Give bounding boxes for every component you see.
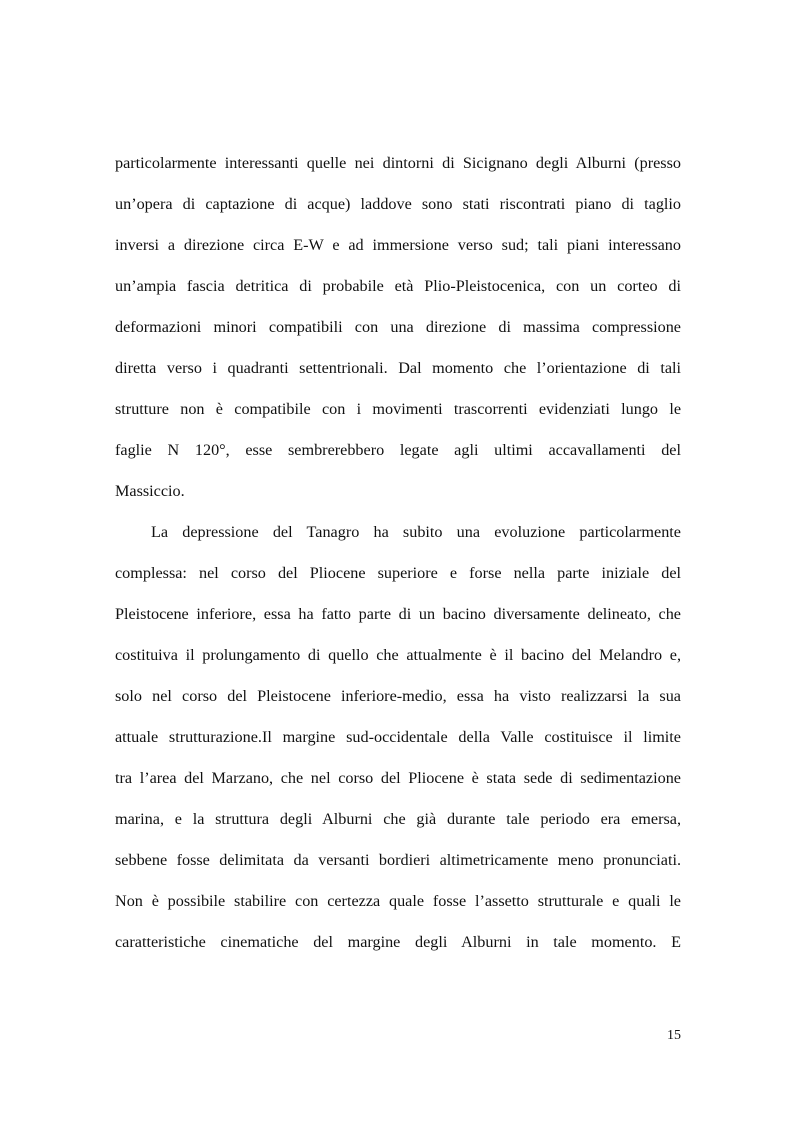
text-line: un’ampia fascia detritica di probabile età Plio-Pleistocenica, con un corteo di [115, 277, 681, 295]
text-line: tra l’area del Marzano, che nel corso del Pliocene è stata sede di sedimentazione [115, 769, 681, 787]
text-line: deformazioni minori compatibili con una direzione di massima compressione [115, 318, 681, 336]
text-line: faglie N 120°, esse sembrerebbero legate agli ultimi accavallamenti del [115, 441, 681, 459]
text-line: sebbene fosse delimitata da versanti bordieri altimetricamente meno pronunciati. [115, 851, 681, 869]
paragraph-end-line: Massiccio. [115, 482, 185, 500]
text-line: diretta verso i quadranti settentrionali. Dal momento che l’orientazione di tali [115, 359, 681, 377]
text-line: un’opera di captazione di acque) laddove sono stati riscontrati piano di taglio [115, 195, 681, 213]
paragraph-start-line: La depressione del Tanagro ha subito una evoluzione particolarmente [151, 523, 681, 541]
text-line: Non è possibile stabilire con certezza quale fosse l’assetto strutturale e quali le [115, 892, 681, 910]
text-line: attuale strutturazione.Il margine sud-occidentale della Valle costituisce il limite [115, 728, 681, 746]
text-line: complessa: nel corso del Pliocene superiore e forse nella parte iniziale del [115, 564, 681, 582]
text-line: Pleistocene inferiore, essa ha fatto parte di un bacino diversamente delineato, che [115, 605, 681, 623]
text-line: solo nel corso del Pleistocene inferiore-medio, essa ha visto realizzarsi la sua [115, 687, 681, 705]
text-line: particolarmente interessanti quelle nei dintorni di Sicignano degli Alburni (presso [115, 154, 681, 172]
text-line: strutture non è compatibile con i movimenti trascorrenti evidenziati lungo le [115, 400, 681, 418]
text-line: inversi a direzione circa E-W e ad immersione verso sud; tali piani interessano [115, 236, 681, 254]
text-line: costituiva il prolungamento di quello che attualmente è il bacino del Melandro e, [115, 646, 681, 664]
text-line: marina, e la struttura degli Alburni che già durante tale periodo era emersa, [115, 810, 681, 828]
body-text [115, 148, 681, 968]
page-number: 15 [667, 1028, 681, 1043]
text-line: caratteristiche cinematiche del margine degli Alburni in tale momento. E [115, 933, 681, 951]
